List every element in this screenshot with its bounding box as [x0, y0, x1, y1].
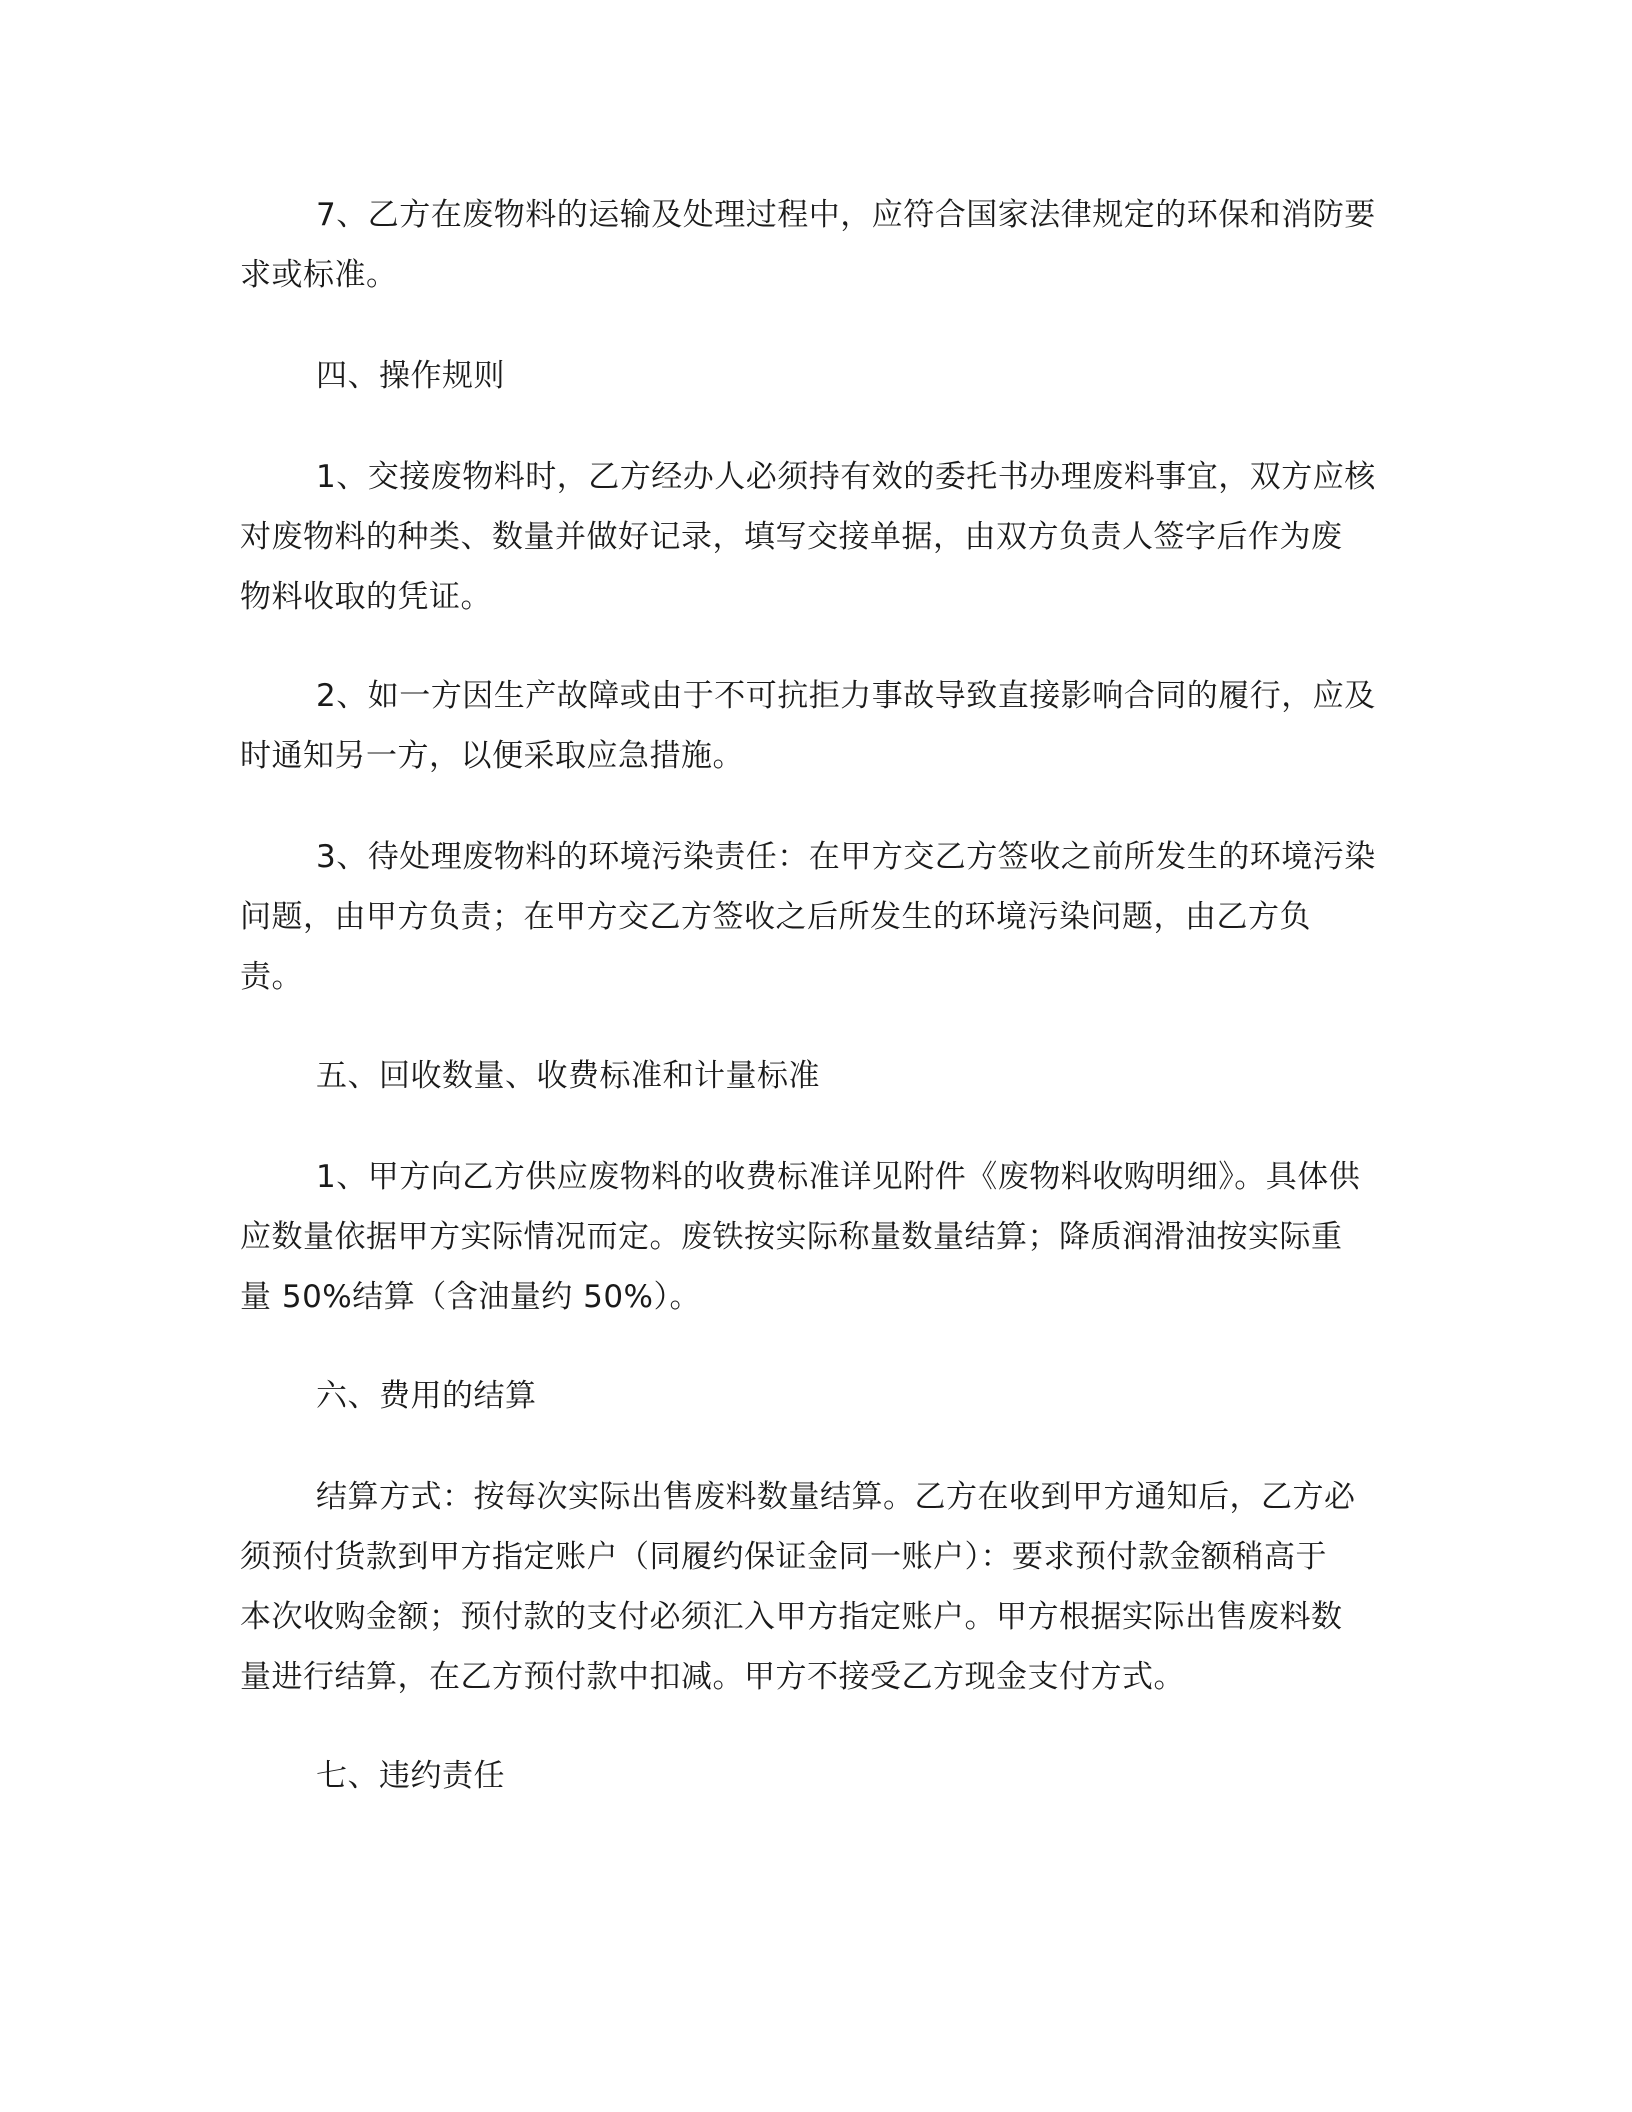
section-5-heading — [240, 1046, 1400, 1106]
clause-4-3-paragraph — [240, 827, 1400, 1007]
text-line: 物料收取的凭证。 — [240, 579, 492, 615]
section-4-heading — [240, 346, 1400, 406]
clause-5-1-paragraph — [240, 1147, 1400, 1327]
text-line: 1、甲方向乙方供应废物料的收费标准详见附件《废物料收购明细》。具体供 — [316, 1159, 1361, 1195]
text-line: 7、乙方在废物料的运输及处理过程中，应符合国家法律规定的环保和消防要 — [316, 197, 1376, 233]
text-line: 量进行结算，在乙方预付款中扣减。甲方不接受乙方现金支付方式。 — [240, 1659, 1185, 1695]
text-line: 2、如一方因生产故障或由于不可抗拒力事故导致直接影响合同的履行，应及 — [316, 678, 1376, 714]
clause-6-1-paragraph — [240, 1467, 1400, 1707]
text-line: 本次收购金额；预付款的支付必须汇入甲方指定账户。甲方根据实际出售废料数 — [240, 1599, 1343, 1635]
text-line: 应数量依据甲方实际情况而定。废铁按实际称量数量结算；降质润滑油按实际重 — [240, 1219, 1343, 1255]
section-heading: 五、回收数量、收费标准和计量标准 — [316, 1058, 820, 1094]
text-line: 责。 — [240, 959, 303, 995]
text-line: 结算方式：按每次实际出售废料数量结算。乙方在收到甲方通知后，乙方必 — [316, 1479, 1356, 1515]
section-heading: 六、费用的结算 — [316, 1378, 537, 1414]
section-6-heading — [240, 1366, 1400, 1426]
text-line: 3、待处理废物料的环境污染责任：在甲方交乙方签收之前所发生的环境污染 — [316, 839, 1376, 875]
text-line: 求或标准。 — [240, 257, 398, 293]
section-heading: 四、操作规则 — [316, 358, 505, 394]
clause-3-7-paragraph — [240, 185, 1400, 305]
clause-4-2-paragraph — [240, 666, 1400, 786]
section-7-heading — [240, 1746, 1400, 1806]
text-line: 问题，由甲方负责；在甲方交乙方签收之后所发生的环境污染问题，由乙方负 — [240, 899, 1311, 935]
text-line: 1、交接废物料时，乙方经办人必须持有效的委托书办理废料事宜，双方应核 — [316, 459, 1376, 495]
text-line: 时通知另一方，以便采取应急措施。 — [240, 738, 744, 774]
text-line: 须预付货款到甲方指定账户（同履约保证金同一账户）：要求预付款金额稍高于 — [240, 1539, 1327, 1575]
text-line: 对废物料的种类、数量并做好记录，填写交接单据，由双方负责人签字后作为废 — [240, 519, 1343, 555]
text-line: 量 50%结算（含油量约 50%）。 — [240, 1279, 702, 1315]
section-heading: 七、违约责任 — [316, 1758, 505, 1794]
clause-4-1-paragraph — [240, 447, 1400, 627]
